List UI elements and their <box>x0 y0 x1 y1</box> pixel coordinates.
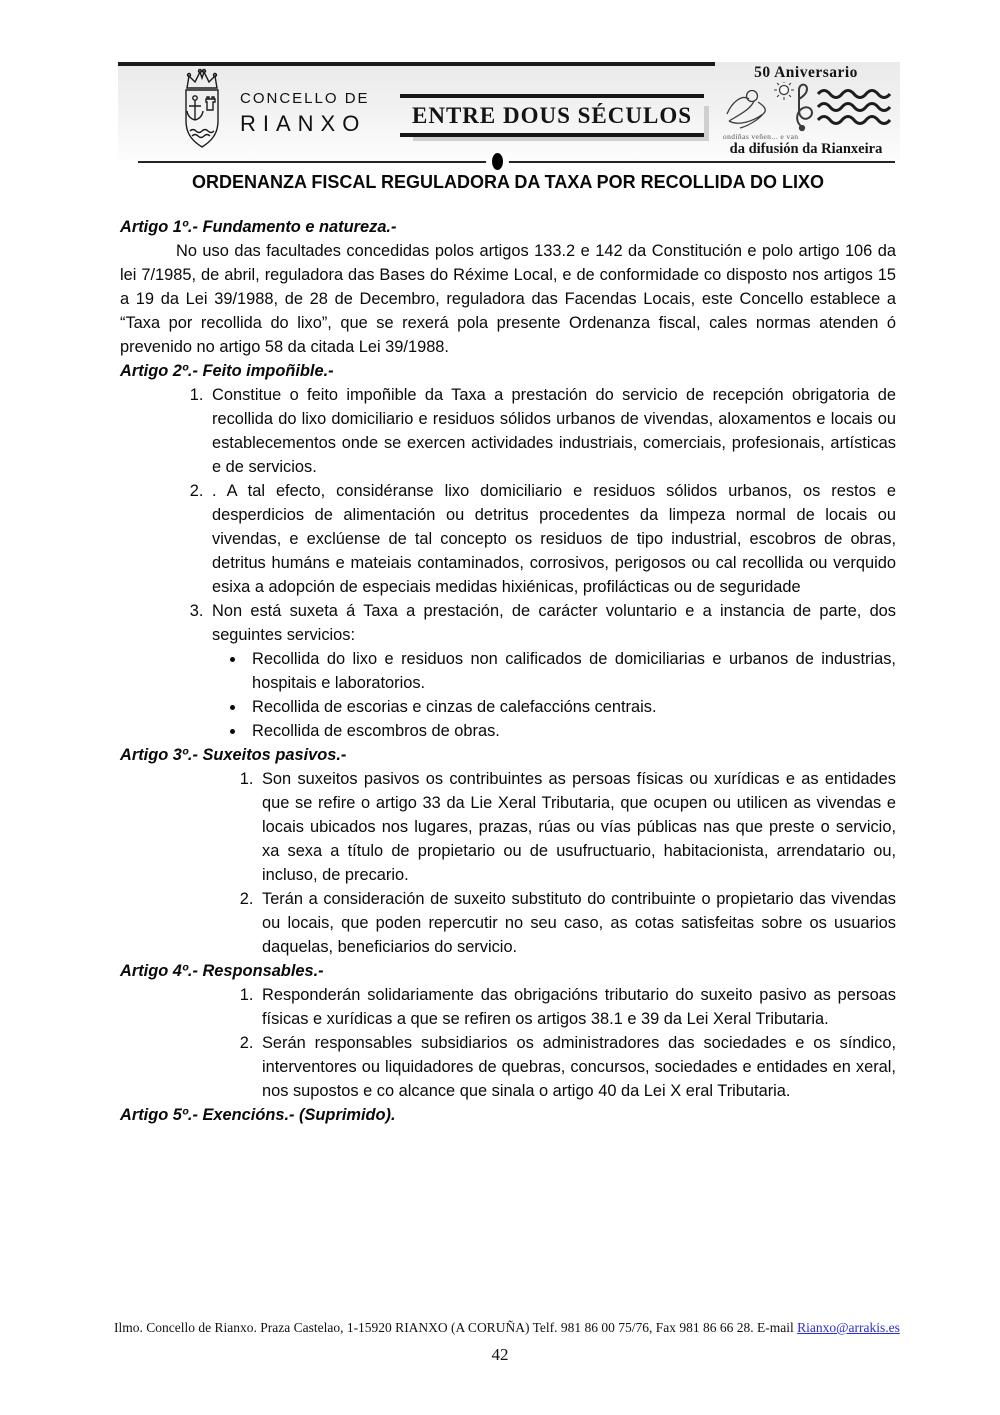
org-name-bottom: RIANXO <box>240 111 367 136</box>
badge-title: 50 Aniversario <box>754 64 858 81</box>
article-4-list <box>120 983 896 1103</box>
list-item <box>208 599 896 743</box>
article-1-paragraph: No uso das facultades concedidas polos artigos 133.2 e 142 da Constitución e polo artigo 106 da lei 7/1985, de abril, reguladora das Bases do Réxime Local, e de conformidade co disposto nos artigos 15 a 19 da Lei 39/1988, de 28 de Decembro, reguladora das Facendas Locais, este Concello establece a “Taxa por recollida do lixo”, que se rexerá pola presente Ordenanza fiscal, cales normas atenden ó prevenido no artigo 58 da citada Lei 39/1988. <box>120 242 906 356</box>
list-item <box>208 479 896 599</box>
list-item-text: Non está suxeta á Taxa a prestación, de carácter voluntario e a instancia de parte, dos seguintes servicios: <box>212 602 896 644</box>
list-item-text: Constitue o feito impoñible da Taxa a prestación do servicio de recepción obrigatoria de recollida do lixo domiciliario e residuos sólidos urbanos de vivendas, aloxamentos e locais ou establecementos onde se exercen actividades industriais, comerciais, profesionais, artísticas e de servicios. <box>212 386 896 476</box>
article-5-heading: Artigo 5º.- Exencións.- (Suprimido). <box>120 1106 396 1124</box>
list-item: 2. Terán a consideración de suxeito substituto do contribuinte o propietario das vivendas ou locais, que poden repercutir no seu caso, as cotas satisfeitas sobre os usuarios daquelas, beneficiarios do servicio. <box>258 887 896 959</box>
org-name <box>240 90 370 137</box>
page-header <box>118 62 900 161</box>
badge-small-caption: ondiñas veñen... e van <box>723 132 799 141</box>
banner-entre-dous-seculos: ENTRE DOUS SÉCULOS <box>400 94 704 137</box>
coat-of-arms-icon <box>172 67 232 162</box>
article-4-heading: Artigo 4º.- Responsables.- <box>120 962 324 980</box>
article-2-bullet-list <box>212 647 896 743</box>
footer-email-link[interactable]: Rianxo@arrakis.es <box>797 1320 900 1335</box>
footer <box>114 1320 898 1336</box>
document-body <box>120 215 906 1127</box>
list-item <box>208 383 896 479</box>
badge-caption: da difusión da Rianxeira <box>729 141 883 157</box>
anniversary-badge <box>715 64 897 158</box>
article-3-heading: Artigo 3º.- Suxeitos pasivos.- <box>120 746 347 764</box>
article-1-heading: Artigo 1º.- Fundamento e natureza.- <box>120 218 397 236</box>
rianxeira-illustration-icon <box>715 82 897 134</box>
list-item: 2. Serán responsables subsidiarios os administradores das sociedades e os síndico, interventores ou liquidadores de quebras, concursos, sociedades e entidades en xeral, nos supostos e co alcance que sinala o artigo 40 da Lei X eral Tributaria. <box>258 1031 896 1103</box>
org-name-top: CONCELLO DE <box>240 90 370 107</box>
article-2-heading: Artigo 2º.- Feito impoñible.- <box>120 362 334 380</box>
header-divider <box>138 161 895 163</box>
list-item-text: . A tal efecto, considéranse lixo domiciliario e residuos sólidos urbanos, os restos e desperdicios de alimentación ou detritus procedentes da limpeza normal de locais ou vivendas, e exclúense de tal concepto os residuos de tipo industrial, escobros de obras, detritus humáns e mateiais contaminados, corrosivos, perigosos ou cal recollida ou verquido esixa a adopción de especiais medidas hixiénicas, profilácticas ou de seguridade <box>212 482 896 596</box>
bullet-item: • Recollida de escorias e cinzas de calefaccións centrais. <box>246 695 896 719</box>
list-item: 1. Son suxeitos pasivos os contribuintes as persoas físicas ou xurídicas e as entidades que se refire o artigo 33 da Lie Xeral Tributaria, que ocupen ou utilicen as vivendas e locais ubicados nos lugares, prazas, rúas ou vías públicas nas que preste o servicio, xa sexa a título de propietario ou de usufructuario, habitacionista, arrendatario ou, incluso, de precario. <box>258 767 896 887</box>
document-title: ORDENANZA FISCAL REGULADORA DA TAXA POR RECOLLIDA DO LIXO <box>192 172 824 192</box>
divider-dot-icon <box>486 153 509 170</box>
page-number: 42 <box>491 1345 509 1364</box>
footer-text: Ilmo. Concello de Rianxo. Praza Castelao, 1-15920 RIANXO (A CORUÑA) Telf. 981 86 00 75/76, Fax 981 86 66 28. E-mail <box>114 1320 798 1335</box>
article-2-list <box>120 383 896 743</box>
list-item: 1. Responderán solidariamente das obrigacións tributario do suxeito pasivo as persoas físicas e xurídicas a que se refiren os artigos 38.1 e 39 da Lei Xeral Tributaria. <box>258 983 896 1031</box>
article-3-list <box>120 767 896 959</box>
bullet-item: • Recollida do lixo e residuos non calificados de domiciliarias e urbanos de industrias, hospitais e laboratorios. <box>246 647 896 695</box>
bullet-item: • Recollida de escombros de obras. <box>246 719 896 743</box>
